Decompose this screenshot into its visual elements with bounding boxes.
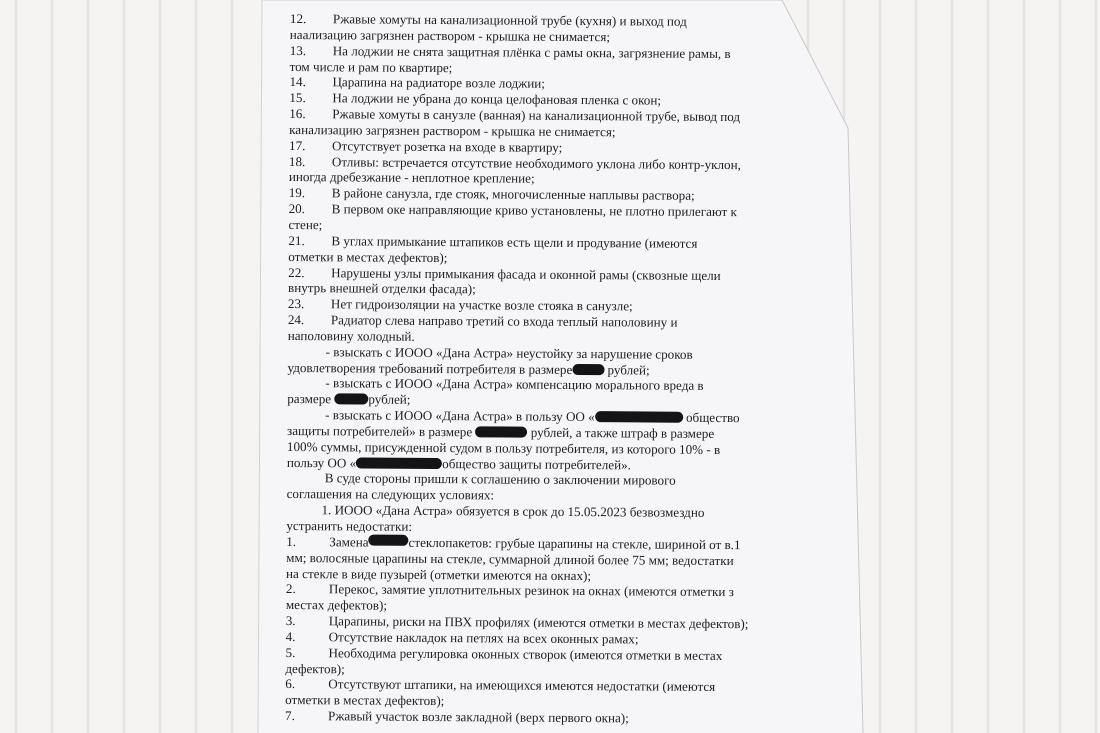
redaction-mark bbox=[356, 457, 442, 469]
claim-organization: - взыскать с ИООО «Дана Астра» в пользу ОО « общество bbox=[325, 407, 740, 426]
list-item: 21. В углах примыкание штапиков есть щели и продувание (имеются bbox=[288, 232, 698, 251]
list-item: 7. Ржавый участок возле закладной (верх первого окна); bbox=[285, 708, 629, 726]
list-item: 5. Необходима регулировка оконных створок (имеются отметки в местах bbox=[285, 644, 723, 663]
claim-moral-damage: - взыскать с ИООО «Дана Астра» компенсацию морального вреда в bbox=[325, 375, 704, 394]
claim-penalty-cont: удовлетворения требований потребителя в размере рублей; bbox=[287, 359, 650, 378]
claim-organization-cont: 100% суммы, присужденной судом в пользу потребителя, из которого 10% - в bbox=[286, 438, 721, 457]
list-item-continuation: наполовину холодный. bbox=[287, 327, 415, 344]
list-item: 19. В районе санузла, где стояк, многочисленные наплывы раствора; bbox=[288, 185, 695, 204]
list-item-continuation: том числе и рам по квартире; bbox=[289, 58, 453, 75]
list-item: 22. Нарушены узлы примыкания фасада и оконной рамы (сквозные щели bbox=[288, 264, 721, 283]
redaction-mark bbox=[369, 534, 409, 545]
document-text bbox=[285, 11, 775, 727]
list-item: 4. Отсутствие накладок на петлях на всех оконных рамах; bbox=[285, 628, 639, 647]
list-item-continuation: на стекле в виде пузырей (отметки имеются на окнах); bbox=[286, 565, 592, 583]
settlement-point: 1. ИООО «Дана Астра» обязуется в срок до 15.05.2023 безвозмездно bbox=[321, 502, 705, 521]
claim-organization-cont: пользу ОО « общество защиты потребителей». bbox=[286, 454, 631, 473]
list-item-continuation: иногда дребезжание - неплотное крепление; bbox=[288, 169, 535, 187]
list-item: 15. На лоджии не убрана до конца целофановая пленка с окон; bbox=[289, 90, 662, 108]
list-item-continuation: внутрь внешней отделки фасада); bbox=[288, 280, 476, 297]
redaction-mark bbox=[475, 426, 527, 437]
list-item: 23. Нет гидроизоляции на участке возле стояка в санузле; bbox=[287, 296, 633, 314]
list-item-continuation: стене; bbox=[288, 216, 323, 233]
list-item: 20. В первом оке направляющие криво установлены, не плотно прилегают к bbox=[288, 201, 737, 220]
claim-moral-damage-cont: размере рублей; bbox=[287, 391, 411, 408]
redaction-mark bbox=[595, 411, 683, 423]
claim-organization-cont: защиты потребителей» в размере рублей, а также штраф в размере bbox=[287, 422, 715, 441]
list-item: 1. Замена стеклопакетов: грубые царапины на стекле, шириной от в.1 bbox=[286, 533, 741, 553]
claim-penalty: - взыскать с ИООО «Дана Астра» неустойку за нарушение сроков bbox=[325, 343, 693, 362]
list-item: 3. Царапины, риски на ПВХ профилях (имеются отметки в местах дефектов); bbox=[285, 613, 749, 632]
list-item: 16. Ржавые хомуты в санузле (ванная) на канализационной трубе, вывод под bbox=[289, 106, 741, 125]
list-item: 13. На лоджии не снята защитная плёнка с рамы окна, загрязнение рамы, в bbox=[289, 42, 731, 61]
list-item-continuation: наализацию загрязнен раствором - крышка не снимается; bbox=[289, 26, 611, 45]
list-item: 14. Царапина на радиаторе возле лоджии; bbox=[289, 74, 545, 92]
list-item: 12. Ржавые хомуты на канализационной трубе (кухня) и выход под bbox=[289, 11, 687, 29]
list-item: 24. Радиатор слева направо третий со входа теплый наполовину и bbox=[287, 312, 678, 330]
list-item: 18. Отливы: встречается отсутствие необходимого уклона либо контр-уклон, bbox=[288, 153, 741, 172]
list-item-continuation: дефектов); bbox=[285, 660, 345, 676]
settlement-paragraph: В суде стороны пришли к соглашению о заключении мирового bbox=[324, 470, 676, 489]
list-item-continuation: отметки в местах дефектов); bbox=[288, 248, 448, 265]
list-item: 2. Перекос, замятие уплотнительных резинок на окнах (имеются отметки з bbox=[285, 581, 734, 600]
settlement-point-cont: устранить недостатки: bbox=[286, 517, 413, 534]
redaction-mark bbox=[334, 394, 368, 405]
list-item: 6. Отсутствуют штапики, на имеющихся имеются недостатки (имеются bbox=[285, 676, 716, 695]
list-item-continuation: мм; волосяные царапины на стекле, суммарной длиной более 75 мм; ведостатки bbox=[286, 549, 734, 568]
list-item-continuation: отметки в местах дефектов); bbox=[285, 692, 445, 709]
list-item-continuation: канализацию загрязнен раствором - крышка не снимается; bbox=[289, 121, 616, 140]
redaction-mark bbox=[572, 364, 604, 375]
settlement-paragraph-cont: соглашения на следующих условиях: bbox=[286, 486, 495, 503]
list-item-continuation: местах дефектов); bbox=[285, 597, 388, 613]
list-item: 17. Отсутствует розетка на входе в квартиру; bbox=[289, 137, 563, 155]
